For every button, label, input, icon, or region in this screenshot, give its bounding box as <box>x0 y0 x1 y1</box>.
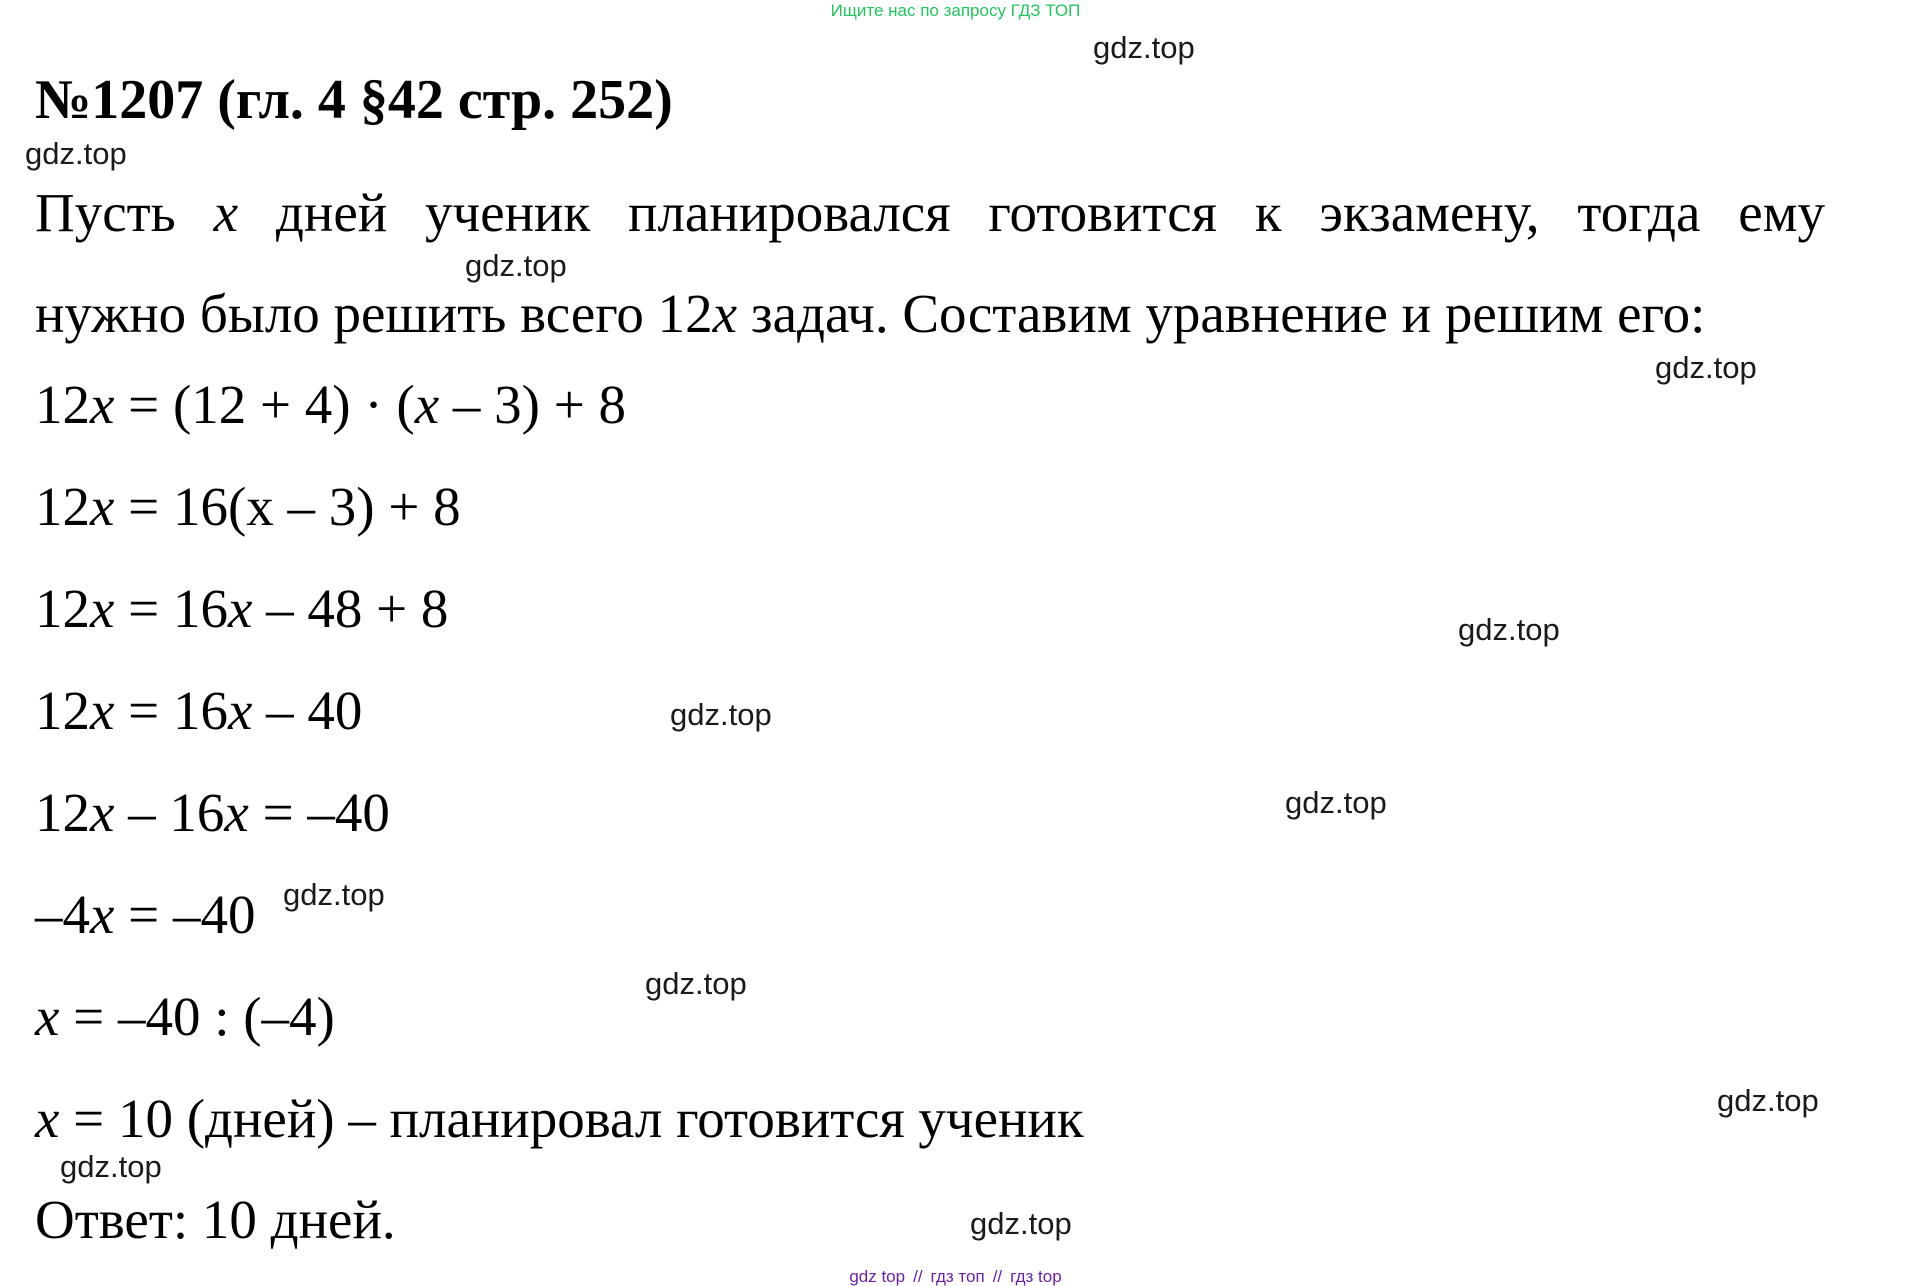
equation-line-3 <box>35 574 448 644</box>
equation-variable: x <box>227 680 253 741</box>
equation-part: – 16 <box>114 782 225 843</box>
watermark: gdz.top <box>60 1149 162 1184</box>
equation-part: – 3) + 8 <box>439 374 626 435</box>
equation-line-1 <box>35 370 626 440</box>
statement-line-2 <box>35 263 1825 364</box>
footer-text: gdz top <box>849 1267 906 1286</box>
equation-variable: x <box>35 986 60 1047</box>
equation-part: –4 <box>35 884 90 945</box>
equation-part: 12 <box>35 374 90 435</box>
equation-part: 12 <box>35 578 90 639</box>
footer-text: гдз top <box>1010 1267 1062 1286</box>
statement-text: дней ученик планировался готовится к экзамену, тогда ему <box>238 182 1826 243</box>
watermark: gdz.top <box>25 136 127 171</box>
equation-line-4 <box>35 676 362 746</box>
equation-line-8 <box>35 1084 1084 1154</box>
answer-line: Ответ: 10 дней. <box>35 1189 396 1250</box>
equation-part: 12 <box>35 680 90 741</box>
footer-separator: // <box>992 1267 1003 1286</box>
footer-text: гдз топ <box>930 1267 985 1286</box>
statement-variable: x <box>712 283 738 344</box>
equation-variable: x <box>414 374 440 435</box>
equation-part: – 40 <box>252 680 363 741</box>
watermark: gdz.top <box>970 1206 1072 1241</box>
problem-title: №1207 (гл. 4 §42 стр. 252) <box>35 69 673 131</box>
watermark: gdz.top <box>1655 350 1757 385</box>
equation-variable: x <box>90 782 115 843</box>
watermark: gdz.top <box>465 248 567 283</box>
statement-text: нужно было решить всего 12 <box>35 283 713 344</box>
equation-part: = 16 <box>114 578 228 639</box>
statement-text: Пусть <box>35 182 214 243</box>
equation-part: = 16(x – 3) + 8 <box>114 476 461 537</box>
top-banner: Ищите нас по запросу ГДЗ ТОП <box>830 1 1081 20</box>
watermark: gdz.top <box>670 697 772 732</box>
watermark: gdz.top <box>283 877 385 912</box>
equation-line-2 <box>35 472 461 542</box>
statement-line-1 <box>35 162 1825 263</box>
equation-variable: x <box>224 782 249 843</box>
equation-variable: x <box>90 374 115 435</box>
equation-part: = (12 + 4) · ( <box>114 374 415 435</box>
equation-variable: x <box>90 476 115 537</box>
footer-watermark <box>0 1268 1911 1286</box>
equation-part: 12 <box>35 476 90 537</box>
equation-variable: x <box>90 680 115 741</box>
equation-line-5 <box>35 778 390 848</box>
watermark: gdz.top <box>645 966 747 1001</box>
equation-part: = –40 <box>248 782 390 843</box>
equation-part: = –40 <box>114 884 256 945</box>
statement-variable: x <box>213 182 239 243</box>
watermark: gdz.top <box>1285 785 1387 820</box>
equation-part: = 10 (дней) – планировал готовится ученик <box>59 1088 1084 1149</box>
watermark: gdz.top <box>1458 612 1560 647</box>
equation-part: – 48 + 8 <box>252 578 449 639</box>
statement-text: задач. Составим уравнение и решим его: <box>737 283 1706 344</box>
problem-statement <box>35 162 1825 364</box>
footer-separator: // <box>913 1267 923 1286</box>
equation-variable: x <box>90 578 115 639</box>
equation-variable: x <box>227 578 253 639</box>
equation-variable: x <box>90 884 115 945</box>
equation-part: = 16 <box>114 680 228 741</box>
equation-part: 12 <box>35 782 90 843</box>
watermark: gdz.top <box>1717 1083 1819 1118</box>
watermark: gdz.top <box>1093 30 1195 65</box>
equation-variable: x <box>35 1088 60 1149</box>
equation-line-7 <box>35 982 335 1052</box>
equation-line-6 <box>35 880 255 950</box>
equation-part: = –40 : (–4) <box>59 986 335 1047</box>
